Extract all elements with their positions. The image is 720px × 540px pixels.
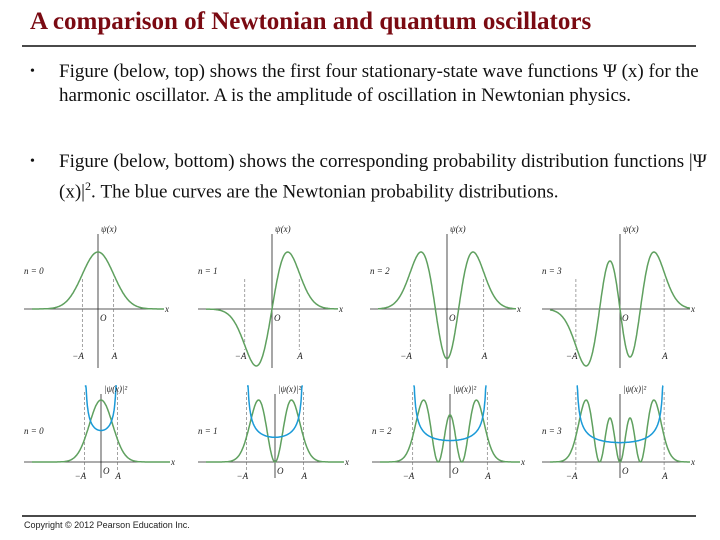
probability-chart-n2 — [370, 382, 530, 482]
x-axis-label: x — [171, 457, 175, 467]
pos-amplitude-label: A — [297, 351, 303, 361]
pos-amplitude-label: A — [662, 351, 668, 361]
n-label: n = 2 — [370, 266, 390, 276]
y-axis-label: |ψ(x)|² — [453, 384, 477, 394]
n-label: n = 2 — [372, 426, 392, 436]
origin-label: O — [100, 313, 107, 323]
y-axis-label: ψ(x) — [275, 224, 291, 234]
origin-label: O — [449, 313, 456, 323]
neg-amplitude-label: −A — [565, 351, 578, 361]
probability-chart-n1 — [196, 382, 354, 482]
x-axis-label: x — [691, 457, 695, 467]
y-axis-label: |ψ(x)|² — [104, 384, 128, 394]
copyright-text: Copyright © 2012 Pearson Education Inc. — [24, 520, 190, 530]
bullet-marker: • — [30, 64, 35, 79]
n-label: n = 3 — [542, 426, 562, 436]
x-axis-label: x — [521, 457, 525, 467]
origin-label: O — [622, 466, 629, 476]
origin-label: O — [622, 313, 629, 323]
neg-amplitude-label: −A — [400, 351, 412, 361]
wavefunction-chart-n1 — [196, 222, 348, 372]
slide-title: A comparison of Newtonian and quantum oscillators — [30, 8, 592, 35]
probability-chart-n3 — [540, 382, 700, 482]
y-axis-label: ψ(x) — [623, 224, 639, 234]
y-axis-label: |ψ(x)|² — [623, 384, 647, 394]
x-axis-label: x — [517, 304, 521, 314]
y-axis-label: ψ(x) — [101, 224, 117, 234]
neg-amplitude-label: −A — [402, 471, 415, 481]
wavefunction-chart-n2 — [368, 222, 526, 372]
origin-label: O — [452, 466, 459, 476]
neg-amplitude-label: −A — [565, 471, 578, 481]
n-label: n = 0 — [24, 426, 44, 436]
neg-amplitude-label: −A — [234, 351, 247, 361]
footer-divider — [22, 515, 696, 517]
pos-amplitude-label: A — [115, 471, 121, 481]
n-label: n = 1 — [198, 426, 218, 436]
origin-label: O — [274, 313, 281, 323]
origin-label: O — [277, 466, 284, 476]
n-label: n = 0 — [24, 266, 44, 276]
n-label: n = 3 — [542, 266, 562, 276]
x-axis-label: x — [339, 304, 343, 314]
origin-label: O — [103, 466, 110, 476]
pos-amplitude-label: A — [662, 471, 668, 481]
pos-amplitude-label: A — [111, 351, 118, 361]
pos-amplitude-label: A — [485, 471, 491, 481]
bullet-marker: • — [30, 154, 35, 169]
neg-amplitude-label: −A — [236, 471, 249, 481]
title-divider — [22, 45, 696, 47]
neg-amplitude-label: −A — [74, 471, 87, 481]
x-axis-label: x — [345, 457, 349, 467]
wavefunction-chart-n0 — [22, 222, 174, 372]
pos-amplitude-label: A — [481, 351, 488, 361]
x-axis-label: x — [691, 304, 695, 314]
probability-chart-n0 — [22, 382, 180, 482]
bullet-text: Figure (below, bottom) shows the corresponding probability distribution functions |Ψ $(x)|^2$. The blue curves are the Newtonian probability distributions. — [59, 151, 707, 203]
n-label: n = 1 — [198, 266, 218, 276]
wavefunction-chart-n3 — [540, 222, 700, 372]
neg-amplitude-label: −A — [72, 351, 84, 361]
x-axis-label: x — [165, 304, 169, 314]
y-axis-label: ψ(x) — [450, 224, 466, 234]
y-axis-label: |ψ(x)|² — [278, 384, 302, 394]
bullet-text: Figure (below, top) shows the first four stationary-state wave functions Ψ (x) for the harmonic oscillator. A is the amplitude of oscillation in Newtonian physics. — [59, 61, 699, 106]
pos-amplitude-label: A — [301, 471, 307, 481]
